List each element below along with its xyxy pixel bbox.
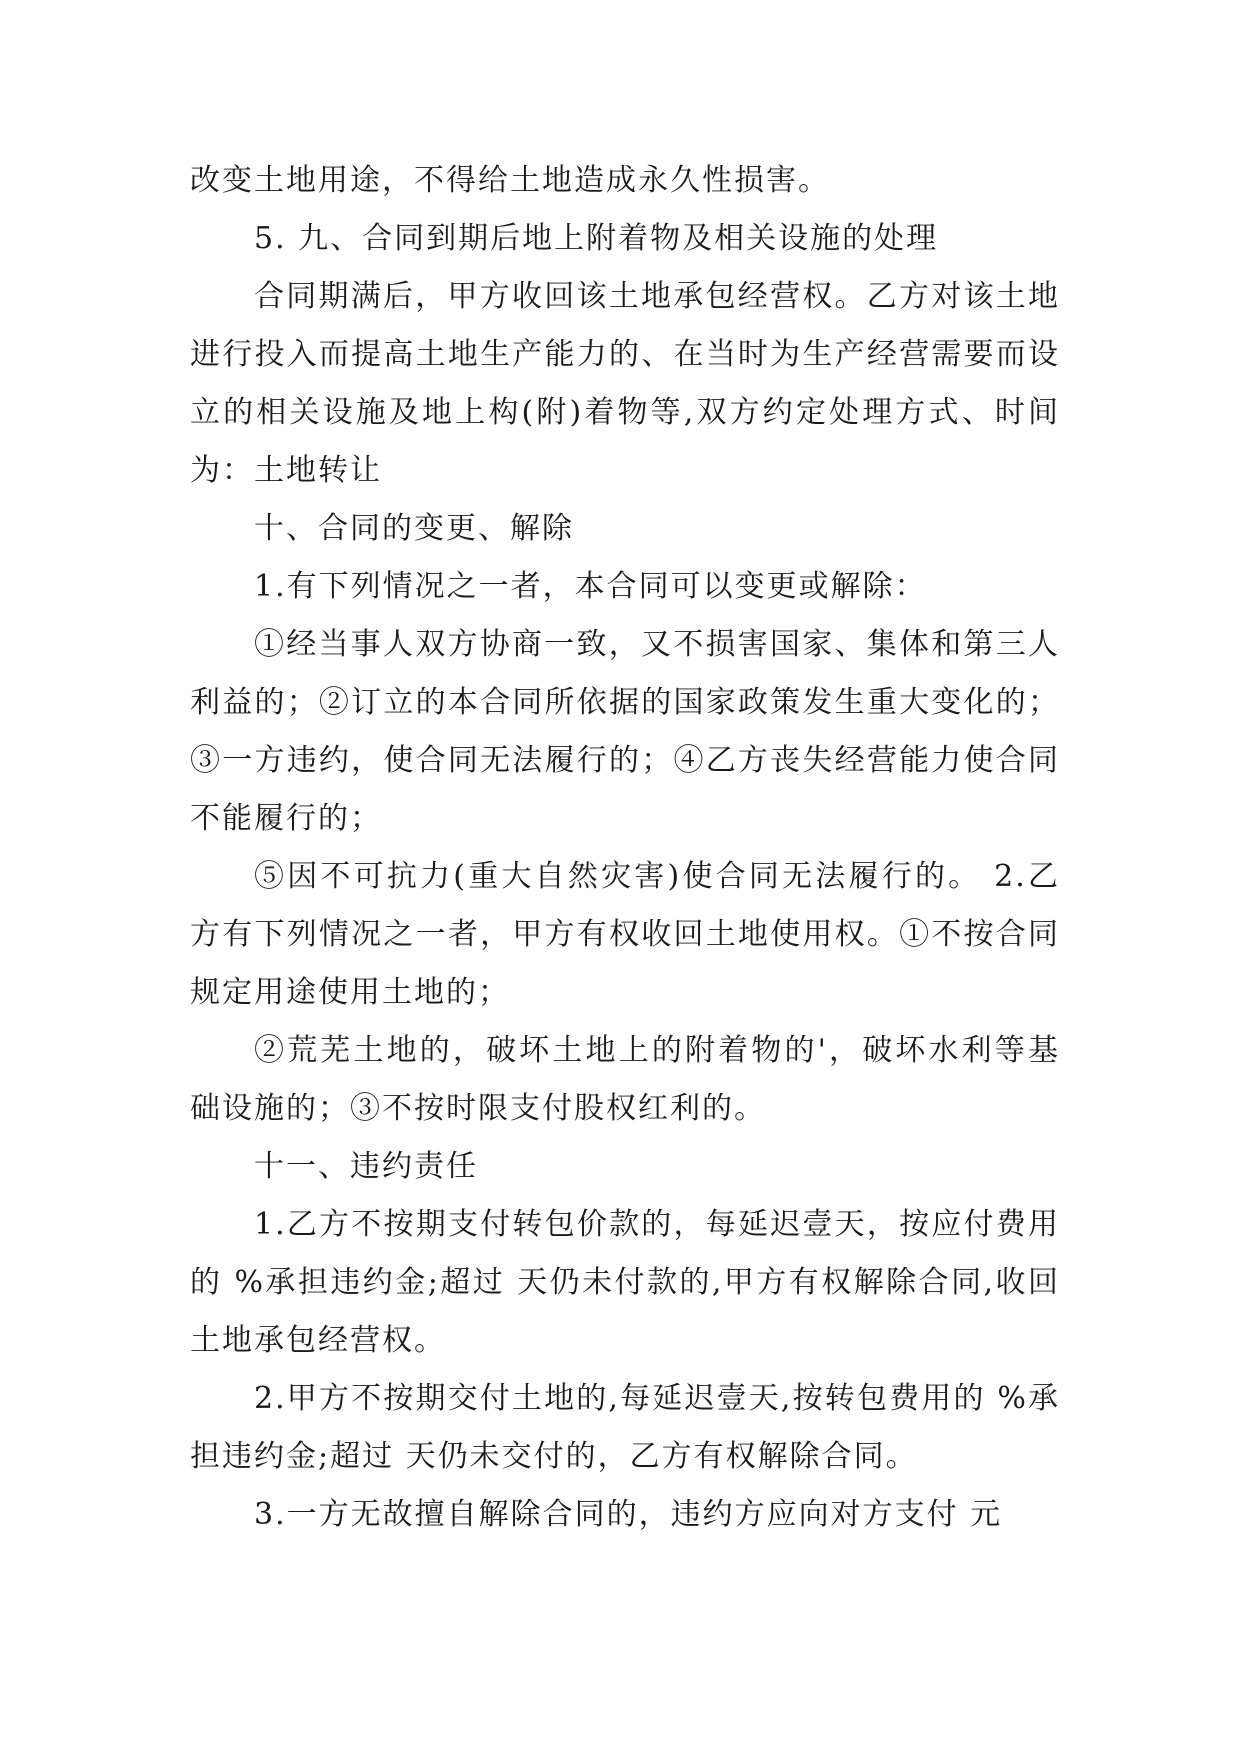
paragraph-1: 改变土地用途，不得给土地造成永久性损害。 bbox=[190, 163, 830, 198]
document-body bbox=[190, 152, 1060, 1544]
paragraph-11: 2.甲方不按期交付土地的,每延迟壹天,按转包费用的 %承担违约金;超过 天仍未交付的，乙方有权解除合同。 bbox=[190, 1381, 1060, 1474]
paragraph-6: ①经当事人双方协商一致，又不损害国家、集体和第三人利益的；②订立的本合同所依据的国家政策发生重大变化的；③一方违约，使合同无法履行的；④乙方丧失经营能力使合同不能履行的； bbox=[190, 627, 1060, 836]
paragraph-3: 合同期满后，甲方收回该土地承包经营权。乙方对该土地进行投入而提高土地生产能力的、在当时为生产经营需要而设立的相关设施及地上构(附)着物等,双方约定处理方式、时间为：土地转让 bbox=[190, 279, 1060, 488]
paragraph-9: 十一、违约责任 bbox=[254, 1149, 478, 1184]
paragraph-4: 十、合同的变更、解除 bbox=[254, 511, 574, 546]
paragraph-7: ⑤因不可抗力(重大自然灾害)使合同无法履行的。 2.乙方有下列情况之一者，甲方有权收回土地使用权。①不按合同规定用途使用土地的； bbox=[190, 859, 1060, 1010]
paragraph-8: ②荒芜土地的，破坏土地上的附着物的'，破坏水利等基础设施的；③不按时限支付股权红利的。 bbox=[190, 1033, 1060, 1126]
paragraph-2: 5. 九、合同到期后地上附着物及相关设施的处理 bbox=[254, 221, 939, 256]
paragraph-10: 1.乙方不按期支付转包价款的，每延迟壹天，按应付费用的 %承担违约金;超过 天仍未付款的,甲方有权解除合同,收回土地承包经营权。 bbox=[190, 1207, 1060, 1358]
paragraph-12: 3.一方无故擅自解除合同的，违约方应向对方支付 元 bbox=[254, 1497, 1003, 1532]
paragraph-5: 1.有下列情况之一者，本合同可以变更或解除： bbox=[254, 569, 927, 604]
